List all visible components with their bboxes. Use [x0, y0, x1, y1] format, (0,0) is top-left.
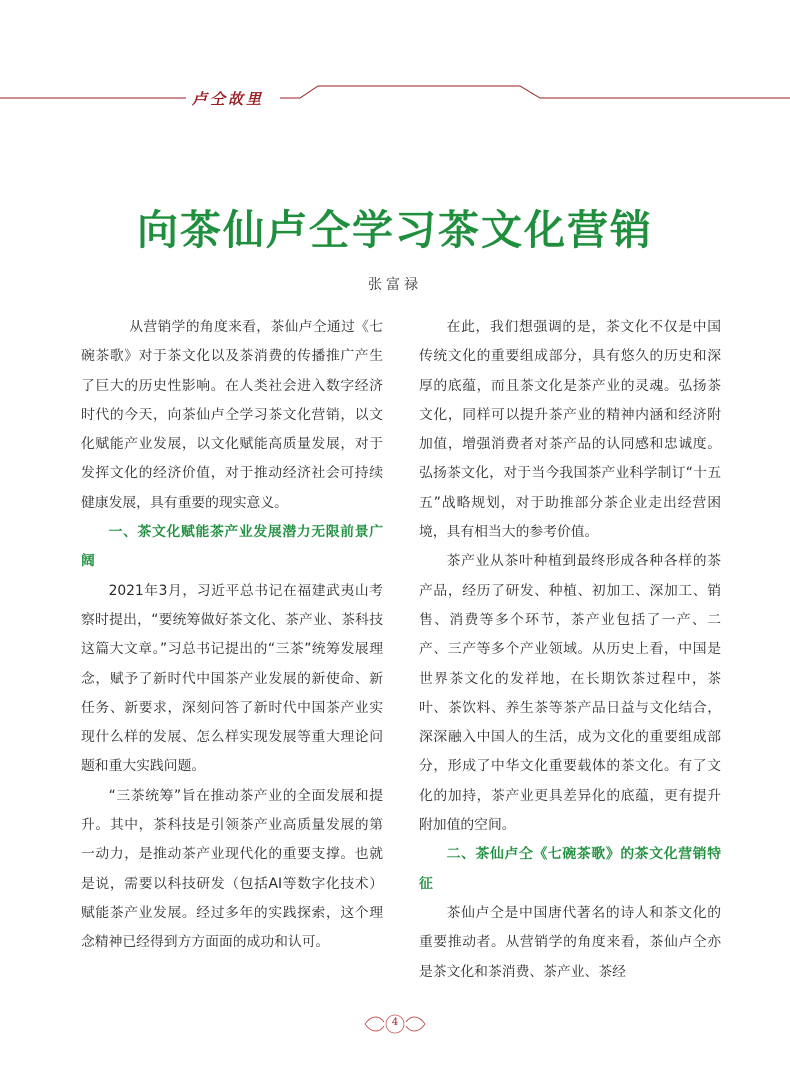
paragraph: 2021年3月，习近平总书记在福建武夷山考察时提出，“要统筹做好茶文化、茶产业、茶科技这篇大文章。”习总书记提出的“三茶”统筹发展理念，赋予了新时代中国茶产业发展的新使命、新任务、新要求，深刻问答了新时代中国茶产业实现什么样的发展、怎么样实现发展等重大理论问题和重大实践问题。: [81, 582, 383, 775]
article-author: 张富禄: [368, 277, 422, 293]
page-number: 4: [391, 1017, 399, 1028]
page-header: [0, 82, 790, 106]
paragraph: 茶产业从茶叶种植到最终形成各种各样的茶产品，经历了研发、种植、初加工、深加工、销售、消费等多个环节，茶产业包括了一产、二产、三产等多个产业领域。从历史上看，中国是世界茶文化的发祥地，在长期饮茶过程中，茶叶、茶饮料、养生茶等茶产品日益与文化结合，深深融入中国人的生活，成为文化的重要组成部分，形成了中华文化重要载体的茶文化。有了文化的加持，茶产业更具差异化的底蕴，更有提升附加值的空间。: [419, 553, 721, 834]
left-column: [81, 313, 383, 958]
header-rule-ornament: [0, 82, 790, 106]
paragraph: “三茶统筹”旨在推动茶产业的全面发展和提升。其中，茶科技是引领茶产业高质量发展的第一动力，是推动茶产业现代化的重要支撑。也就是说，需要以科技研发（包括AI等数字化技术）赋能茶产业发展。经过多年的实践探索，这个理念精神已经得到方方面面的成功和认可。: [81, 787, 383, 951]
section-heading-2: 二、茶仙卢仝《七碗茶歌》的茶文化营销特征: [419, 846, 721, 892]
paragraph: 茶仙卢仝是中国唐代著名的诗人和茶文化的重要推动者。从营销学的角度来看，茶仙卢仝亦是茶文化和茶消费、茶产业、茶经: [419, 904, 721, 980]
paragraph: 从营销学的角度来看，茶仙卢仝通过《七碗茶歌》对于茶文化以及茶消费的传播推广产生了巨大的历史性影响。在人类社会进入数字经济时代的今天，向茶仙卢仝学习茶文化营销，以文化赋能产业发展，以文化赋能高质量发展，对于发挥文化的经济价值，对于推动经济社会可持续健康发展，具有重要的现实意义。: [81, 319, 383, 511]
article-title: 向茶仙卢仝学习茶文化营销: [137, 206, 653, 254]
section-heading-1: 一、茶文化赋能茶产业发展潜力无限前景广阔: [81, 524, 383, 570]
right-column: [419, 313, 721, 987]
paragraph: 在此，我们想强调的是，茶文化不仅是中国传统文化的重要组成部分，具有悠久的历史和深厚的底蕴，而且茶文化是茶产业的灵魂。弘扬茶文化，同样可以提升茶产业的精神内涵和经济附加值，增强消费者对茶产品的认同感和忠诚度。弘扬茶文化，对于当今我国茶产业科学制订“十五五”战略规划，对于助推部分茶企业走出经营困境，具有相当大的参考价值。: [419, 319, 721, 541]
section-tag: 卢仝故里: [186, 88, 270, 110]
